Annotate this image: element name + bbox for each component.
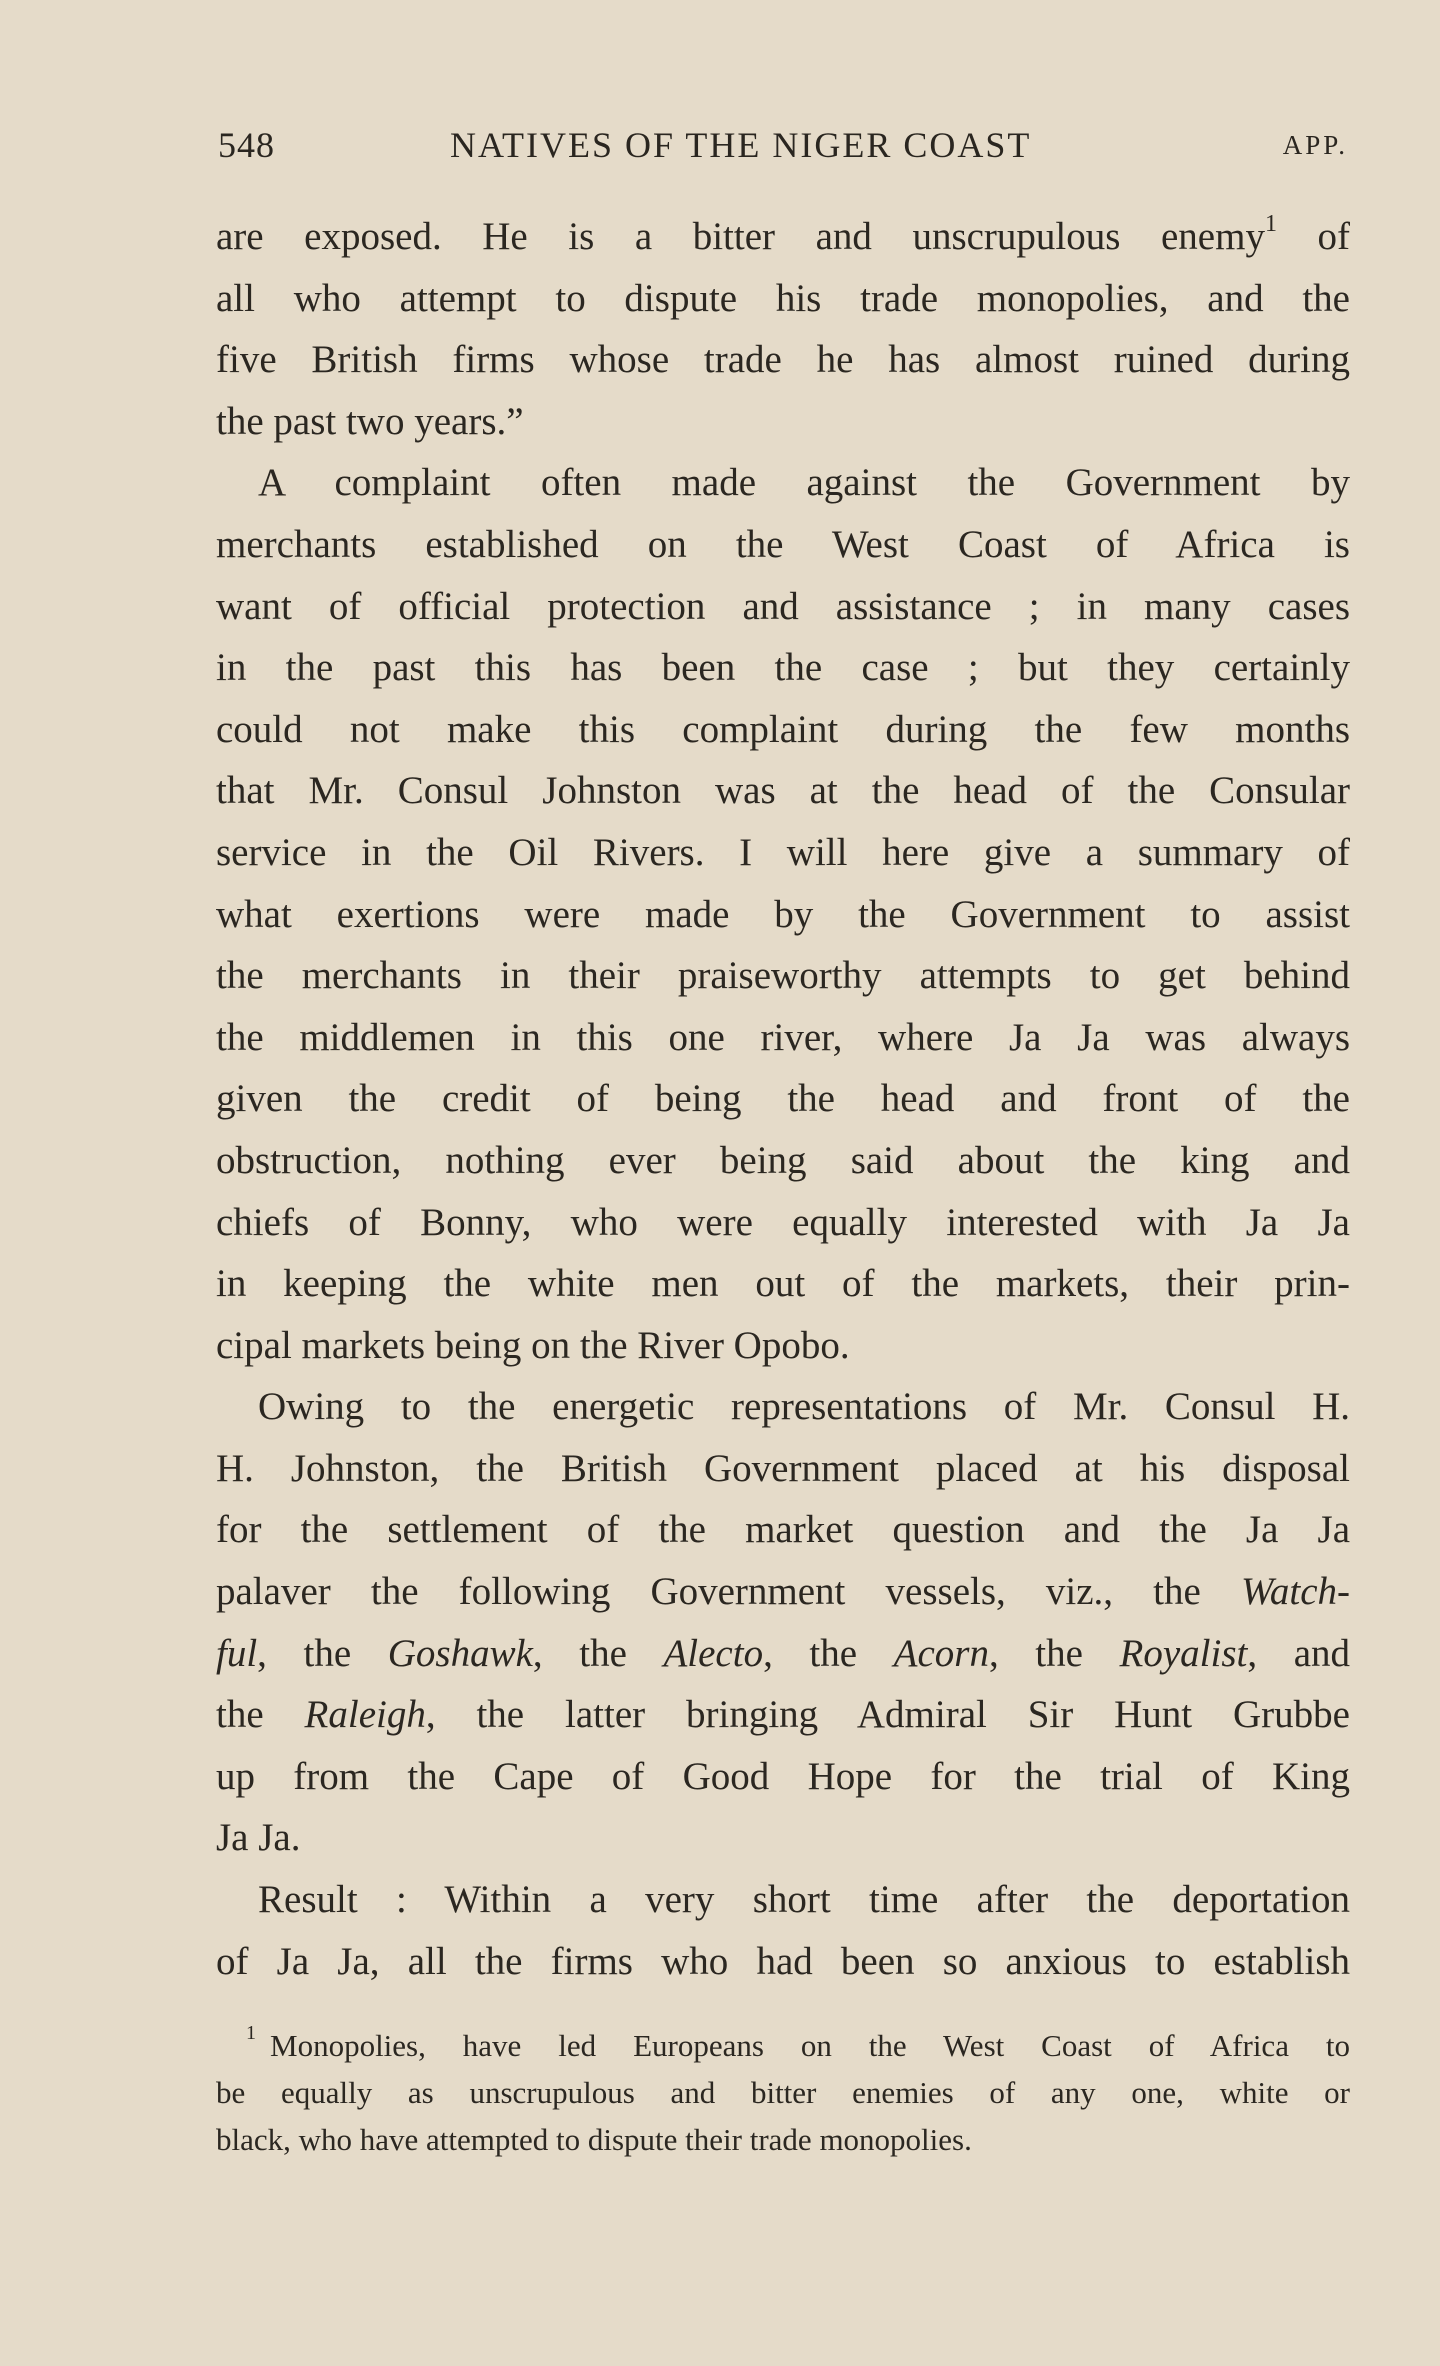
running-header <box>218 124 1348 174</box>
text-segment: the <box>216 1693 305 1737</box>
text-segment: what exertions were made by the Government to assist <box>216 892 1350 936</box>
text-line <box>216 1807 1350 1869</box>
page-number: 548 <box>218 125 275 165</box>
footnote-text: be equally as unscrupulous and bitter enemies of any one, white or <box>216 2075 1350 2110</box>
text-segment: five British firms whose trade he has almost ruined during <box>216 338 1350 382</box>
text-line <box>216 884 1350 946</box>
text-line <box>216 1068 1350 1130</box>
text-line <box>216 1931 1350 1993</box>
text-line <box>216 945 1350 1007</box>
text-line <box>216 1315 1350 1377</box>
text-segment: the past two years.” <box>216 399 524 443</box>
text-segment: up from the Cape of Good Hope for the trial of King <box>216 1754 1350 1798</box>
text-segment: , the <box>763 1631 894 1675</box>
text-segment: service in the Oil Rivers. I will here give a summary of <box>216 830 1350 874</box>
running-title: NATIVES OF THE NIGER COAST <box>450 125 1032 165</box>
text-line <box>216 1007 1350 1069</box>
text-line <box>216 514 1350 576</box>
section-marker: APP. <box>1282 130 1348 160</box>
footnote-text: black, who have attempted to dispute their trade monopolies. <box>216 2122 972 2157</box>
footnote-marker: 1 <box>246 2022 256 2044</box>
text-segment: could not make this complaint during the few months <box>216 707 1350 751</box>
text-segment: Ja Ja. <box>216 1816 301 1860</box>
text-segment: A complaint often made against the Government by <box>258 461 1350 505</box>
italic-ship-name: Royalist <box>1119 1631 1248 1675</box>
text-line <box>216 1376 1350 1438</box>
text-line <box>216 1130 1350 1192</box>
italic-ship-name: Goshawk <box>387 1631 533 1675</box>
text-segment: , the <box>257 1631 388 1675</box>
text-segment: , the <box>988 1631 1120 1675</box>
footnote-text: Monopolies, have led Europeans on the West Coast of Africa to <box>270 2028 1350 2063</box>
text-segment: palaver the following Government vessels, viz., the <box>216 1570 1201 1614</box>
text-line <box>216 1253 1350 1315</box>
text-line <box>216 1561 1350 1623</box>
text-segment: want of official protection and assistance ; in many cases <box>216 584 1350 628</box>
text-line <box>216 1684 1350 1746</box>
text-line <box>216 268 1350 330</box>
text-line <box>216 1623 1350 1685</box>
text-line <box>216 822 1350 884</box>
text-segment: , the <box>532 1631 664 1675</box>
text-segment: merchants established on the West Coast of Africa is <box>216 522 1350 566</box>
text-segment: H. Johnston, the British Government placed at his disposal <box>216 1446 1350 1490</box>
text-line <box>216 576 1350 638</box>
text-line <box>216 760 1350 822</box>
text-line <box>216 637 1350 699</box>
italic-ship-name: ful <box>216 1631 258 1675</box>
text-line <box>216 1438 1350 1500</box>
footnotes <box>216 2022 1350 2163</box>
text-segment: cipal markets being on the River Opobo. <box>216 1323 850 1367</box>
text-segment: , and <box>1247 1631 1350 1675</box>
text-segment: Owing to the energetic representations of Mr. Consul H. <box>258 1385 1350 1429</box>
footnote-line <box>216 2069 1350 2116</box>
text-line <box>216 699 1350 761</box>
text-segment: that Mr. Consul Johnston was at the head of the Consular <box>216 769 1350 813</box>
text-segment: the merchants in their praiseworthy attempts to get behind <box>216 954 1350 998</box>
text-segment: are exposed. He is a bitter and unscrupulous enemy <box>216 215 1265 258</box>
text-segment: obstruction, nothing ever being said about the king and <box>216 1138 1350 1182</box>
text-line <box>216 1746 1350 1808</box>
text-line <box>216 1499 1350 1561</box>
body-text <box>216 206 1350 1992</box>
text-line <box>216 452 1350 514</box>
text-segment: for the settlement of the market question and the Ja Ja <box>216 1508 1350 1552</box>
text-line <box>216 329 1350 391</box>
text-segment: in the past this has been the case ; but they certainly <box>216 646 1350 690</box>
text-segment: all who attempt to dispute his trade monopolies, and the <box>216 276 1350 320</box>
text-line <box>216 391 1350 453</box>
footnote-line <box>216 2116 1350 2163</box>
text-segment: in keeping the white men out of the markets, their prin- <box>216 1262 1350 1306</box>
text-line <box>216 206 1350 268</box>
italic-ship-name: Raleigh <box>304 1693 426 1737</box>
text-segment: Result : Within a very short time after the deportation <box>258 1878 1350 1922</box>
text-segment: of <box>1276 215 1350 258</box>
italic-ship-name: Acorn <box>893 1631 989 1675</box>
text-segment: given the credit of being the head and front of the <box>216 1077 1350 1121</box>
text-segment: chiefs of Bonny, who were equally interested with Ja Ja <box>216 1200 1350 1244</box>
text-segment: , the latter bringing Admiral Sir Hunt Grubbe <box>425 1693 1350 1737</box>
text-segment: of Ja Ja, all the firms who had been so anxious to establish <box>216 1939 1350 1983</box>
footnote-line <box>216 2022 1350 2069</box>
footnote-reference: 1 <box>1264 211 1277 237</box>
italic-ship-name: Alecto <box>663 1631 764 1675</box>
italic-ship-name: Watch- <box>1240 1570 1350 1614</box>
text-segment: the middlemen in this one river, where Ja Ja was always <box>216 1015 1350 1059</box>
text-line <box>216 1192 1350 1254</box>
text-line <box>216 1869 1350 1931</box>
